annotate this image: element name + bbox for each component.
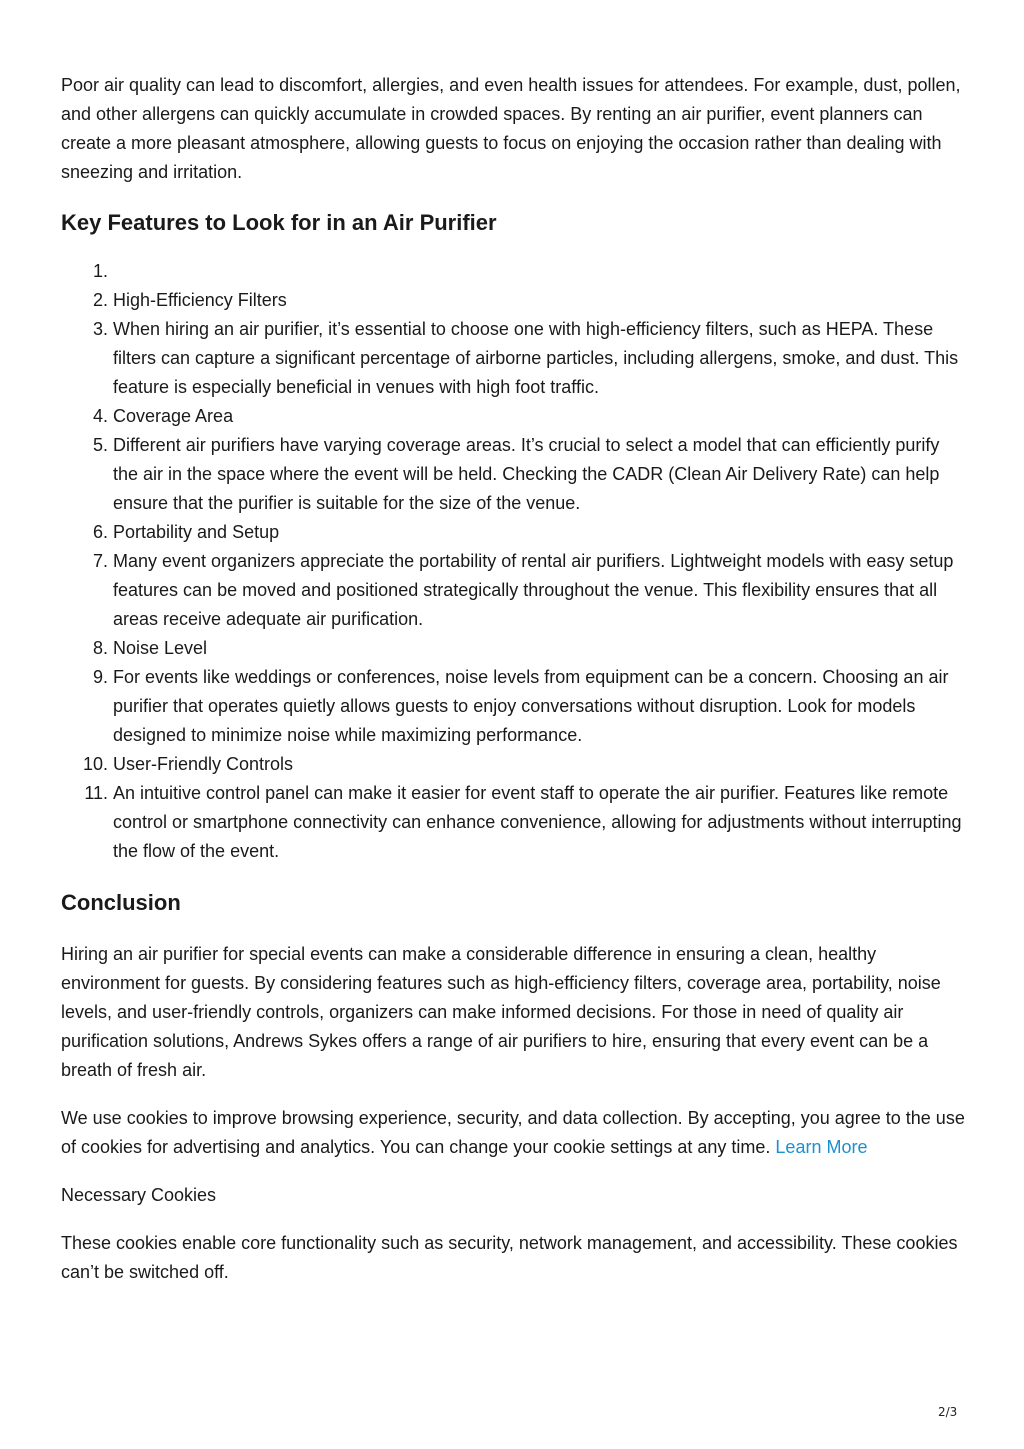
necessary-cookies-text: These cookies enable core functionality such as security, network management, and accessibility. These cookies can’t be switched off. — [61, 1233, 958, 1282]
list-item: 10. User-Friendly Controls — [113, 750, 966, 779]
learn-more-link[interactable]: Learn More — [775, 1137, 868, 1157]
list-item: 7. Many event organizers appreciate the portability of rental air purifiers. Lightweight models with easy setup features can be moved and positioned strategically throughout the venue. This flexibility ensures that all areas receive adequate air purification. — [113, 547, 966, 634]
list-item: 8. Noise Level — [113, 634, 966, 663]
features-list — [61, 257, 966, 866]
conclusion-paragraph: Hiring an air purifier for special events can make a considerable difference in ensuring a clean, healthy environment for guests. By considering features such as high-efficiency filters, coverage area, portability, noise levels, and user-friendly controls, organizers can make informed decisions. For those in need of quality air purification solutions, Andrews Sykes offers a range of air purifiers to hire, ensuring that every event can be a breath of fresh air. — [61, 944, 941, 1080]
list-item: 11. An intuitive control panel can make it easier for event staff to operate the air purifier. Features like remote control or smartphone connectivity can enhance convenience, allowing for adjustments without interrupting the flow of the event. — [113, 779, 966, 866]
cookie-text: We use cookies to improve browsing experience, security, and data collection. By accepting, you agree to the use of cookies for advertising and analytics. You can change your cookie settings at any time. — [61, 1108, 965, 1157]
features-heading: Key Features to Look for in an Air Purifier — [61, 210, 497, 235]
page-number: 2/3 — [938, 1405, 958, 1419]
cookie-notice — [61, 1104, 966, 1162]
list-item: 3. When hiring an air purifier, it’s essential to choose one with high-efficiency filters, such as HEPA. These filters can capture a significant percentage of airborne particles, including allergens, smoke, and dust. This feature is especially beneficial in venues with high foot traffic. — [113, 315, 966, 402]
intro-paragraph: Poor air quality can lead to discomfort, allergies, and even health issues for attendees. For example, dust, pollen, and other allergens can quickly accumulate in crowded spaces. By renting an air purifier, event planners can create a more pleasant atmosphere, allowing guests to focus on enjoying the occasion rather than dealing with sneezing and irritation. — [61, 75, 961, 182]
necessary-cookies-title: Necessary Cookies — [61, 1185, 217, 1205]
list-item — [113, 257, 966, 286]
list-item: 5. Different air purifiers have varying coverage areas. It’s crucial to select a model that can efficiently purify the air in the space where the event will be held. Checking the CADR (Clean Air Delivery Rate) can help ensure that the purifier is suitable for the size of the venue. — [113, 431, 966, 518]
conclusion-heading: Conclusion — [61, 890, 181, 915]
list-item: 2. High-Efficiency Filters — [113, 286, 966, 315]
list-item: 9. For events like weddings or conferences, noise levels from equipment can be a concern. Choosing an air purifier that operates quietly allows guests to enjoy conversations without disruption. Look for models designed to minimize noise while maximizing performance. — [113, 663, 966, 750]
list-item: 6. Portability and Setup — [113, 518, 966, 547]
document-body — [61, 71, 966, 1287]
list-item: 4. Coverage Area — [113, 402, 966, 431]
